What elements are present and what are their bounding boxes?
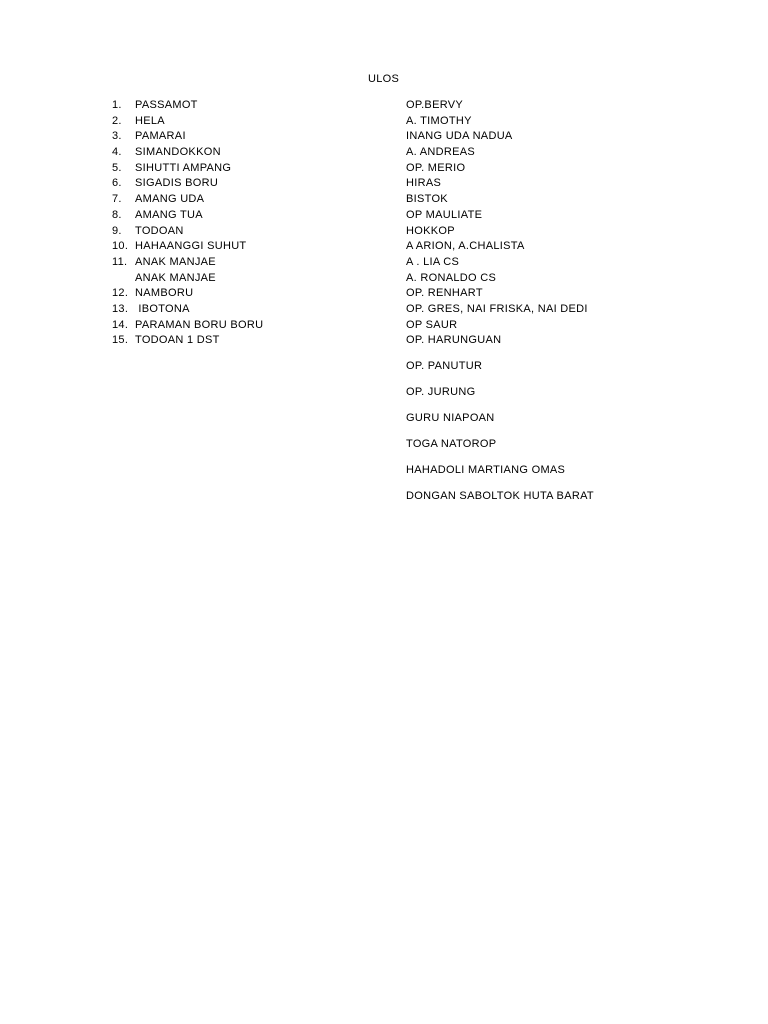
item-number: 4. (112, 146, 122, 159)
item-number: 13. (112, 302, 129, 315)
item-label: AMANG UDA (135, 193, 205, 206)
item-label: SIGADIS BORU (135, 177, 219, 190)
recipient-item: OP. RENHART (406, 287, 483, 300)
item-number: 6. (112, 177, 122, 190)
item-label: ANAK MANJAE (135, 271, 216, 284)
item-label: HAHAANGGI SUHUT (135, 240, 247, 253)
recipient-extra-item: HAHADOLI MARTIANG OMAS (406, 464, 566, 477)
recipient-item: OP. MERIO (406, 161, 466, 174)
recipient-extra-item: DONGAN SABOLTOK HUTA BARAT (406, 490, 594, 503)
recipient-item: BISTOK (406, 193, 448, 206)
recipient-extra-item: GURU NIAPOAN (406, 412, 495, 425)
list-item (112, 145, 372, 161)
item-label: NAMBORU (135, 287, 194, 300)
item-number: 15. (112, 334, 129, 347)
item-label: TODOAN 1 DST (135, 334, 220, 347)
item-number: 7. (112, 193, 122, 206)
list-item (112, 333, 372, 349)
list-item (112, 239, 372, 255)
item-number: 2. (112, 114, 122, 127)
list-item (112, 224, 372, 240)
list-item (112, 176, 372, 192)
recipient-item: A. RONALDO CS (406, 271, 497, 284)
item-number: 8. (112, 208, 122, 221)
recipient-item: INANG UDA NADUA (406, 130, 513, 143)
list-item (112, 271, 372, 287)
recipient-item: A. ANDREAS (406, 146, 476, 159)
list-item (112, 208, 372, 224)
item-label: SIHUTTI AMPANG (135, 161, 232, 174)
item-number: 3. (112, 130, 122, 143)
recipient-item: HIRAS (406, 177, 442, 190)
item-number: 14. (112, 318, 129, 331)
item-number: 12. (112, 287, 129, 300)
item-number: 1. (112, 99, 122, 111)
recipient-item: A ARION, A.CHALISTA (406, 240, 525, 253)
ulos-list (112, 98, 372, 349)
item-number: 9. (112, 224, 122, 237)
item-label: PARAMAN BORU BORU (135, 318, 264, 331)
list-item (112, 114, 372, 130)
list-item (112, 286, 372, 302)
item-label: AMANG TUA (135, 208, 203, 221)
document-title: ULOS (368, 73, 400, 85)
item-label: SIMANDOKKON (135, 146, 221, 159)
item-label: IBOTONA (135, 302, 190, 315)
item-label: PASSAMOT (135, 99, 198, 111)
list-item (112, 302, 372, 318)
recipient-item: A . LIA CS (406, 255, 460, 268)
recipient-item: OP SAUR (406, 318, 458, 331)
recipient-list (406, 98, 726, 505)
item-number: 10. (112, 240, 129, 253)
item-number: 5. (112, 161, 122, 174)
list-item (112, 255, 372, 271)
item-number: 11. (112, 255, 128, 268)
list-item (112, 129, 372, 145)
list-item (112, 318, 372, 334)
recipient-extra-item: OP. PANUTUR (406, 360, 483, 373)
item-label: HELA (135, 114, 165, 127)
recipient-item: OP.BERVY (406, 99, 464, 111)
list-item (112, 161, 372, 177)
recipient-extra-item: TOGA NATOROP (406, 438, 497, 451)
recipient-item: HOKKOP (406, 224, 455, 237)
recipient-item: OP MAULIATE (406, 208, 483, 221)
list-item (112, 192, 372, 208)
recipient-item: OP. HARUNGUAN (406, 334, 502, 347)
item-label: TODOAN (135, 224, 184, 237)
recipient-item: A. TIMOTHY (406, 114, 472, 127)
recipient-item: OP. GRES, NAI FRISKA, NAI DEDI (406, 302, 588, 315)
recipient-extra-item: OP. JURUNG (406, 386, 476, 399)
list-item (112, 98, 372, 114)
item-label: PAMARAI (135, 130, 186, 143)
item-label: ANAK MANJAE (135, 255, 216, 268)
